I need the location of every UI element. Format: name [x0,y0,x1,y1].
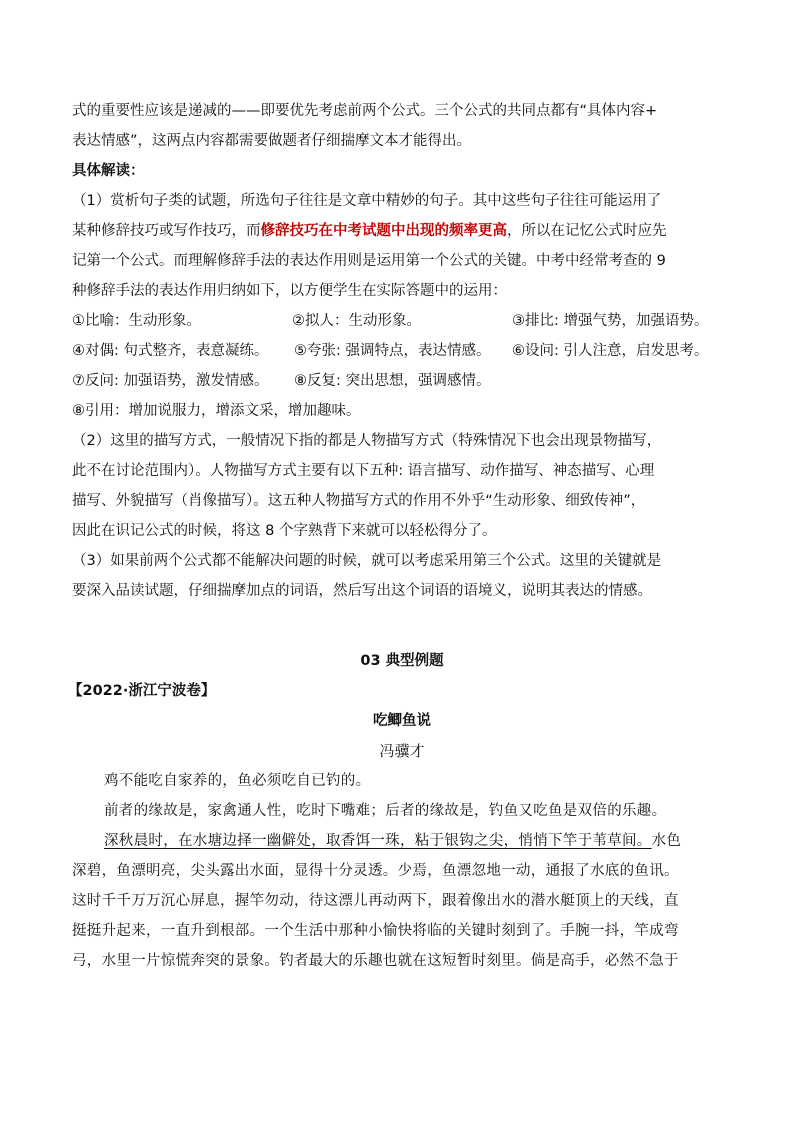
rhetoric-item: ⑤夸张: 强调特点，表达情感。 [294,343,491,359]
underlined-sentence: 深秋晨时，在水塘边择一幽僻处，取香饵一珠，粘于银钩之尖，悄悄下竿于苇草间。 [104,833,652,849]
article-line-6: 挺挺升起来，一直升到根部。一个生活中那种小愉快将临的关键时刻到了。手腕一抖，竿成弯 [72,923,679,939]
p1-line-2 [72,221,732,241]
p1-line-2-end: ，所以在记忆公式时应先 [507,223,667,239]
p1-line-2-start: 某种修辞技巧或写作技巧，而 [72,223,261,239]
rhetoric-row-1 [72,311,732,331]
article-line-3-rest: 水色 [651,833,682,849]
rhetoric-item: ⑥设问: 引人注意，启发思考。 [512,343,709,359]
article-line-3 [104,831,764,851]
p3-line-2: 要深入品读试题，仔细揣摩加点的词语，然后写出这个词语的语境义，说明其表达的情感。 [72,583,652,599]
highlight-text: 修辞技巧在中考试题中出现的频率更高 [260,223,507,239]
p1-line-4: 种修辞手法的表达作用归纳如下，以方便学生在实际答题中的运用： [72,283,507,299]
p2-line-3: 描写、外貌描写（肖像描写）。这五种人物描写方式的作用不外乎“生动形象、细致传神”， [72,493,646,509]
p2-line-4: 因此在识记公式的时候，将这 8 个字熟背下来就可以轻松得分了。 [72,523,497,539]
article-author: 冯骥才 [379,742,425,760]
article-line-7: 弓，水里一片惊慌奔突的景象。钓者最大的乐趣也就在这短暂时刻里。倘是高手，必然不急于 [72,953,679,969]
p3-line-1: （3）如果前两个公式都不能解决问题的时候，就可以考虑采用第三个公式。这里的关键就是 [72,553,662,569]
exam-source: 【2022·浙江宁波卷】 [68,683,216,699]
article-line-2: 前者的缘故是，家禽通人性，吃时下嘴难；后者的缘故是，钓鱼又吃鱼是双倍的乐趣。 [104,803,667,819]
rhetoric-item: ①比喻：生动形象。 [72,313,201,329]
rhetoric-item: ④对偶: 句式整齐，表意凝练。 [72,343,269,359]
rhetoric-row-3 [72,371,732,391]
p2-line-2: 此不在讨论范围内）。人物描写方式主要有以下五种: 语言描写、动作描写、神态描写、心理 [72,463,655,479]
p1-line-3: 记第一个公式。而理解修辞手法的表达作用则是运用第一个公式的关键。中考中经常考查的 9 [72,253,666,269]
article-line-1: 鸡不能吃自家养的，鱼必须吃自已钓的。 [104,773,371,789]
intro-line-2: 表达情感”，这两点内容都需要做题者仔细揣摩文本才能得出。 [72,133,472,149]
example-section-title: 03 典型例题 [360,653,444,669]
rhetoric-row-2 [72,341,732,361]
article-line-5: 这时千千万万沉心屏息，握竿勿动，待这漂儿再动两下，跟着像出水的潜水艇顶上的天线，直 [72,893,679,909]
section-heading: 具体解读： [72,163,145,179]
rhetoric-item: ③排比: 增强气势，加强语势。 [512,313,709,329]
p2-line-1: （2）这里的描写方式，一般情况下指的都是人物描写方式（特殊情况下也会出现景物描写， [72,433,662,449]
rhetoric-item: ②拟人：生动形象。 [292,313,421,329]
rhetoric-item: ⑧反复: 突出思想，强调感情。 [294,373,491,389]
rhetoric-item: ⑦反问: 加强语势，激发情感。 [72,373,269,389]
p1-line-1: （1）赏析句子类的试题，所选句子往往是文章中精妙的句子。其中这些句子往往可能运用了 [72,193,662,209]
intro-line-1: 式的重要性应该是递减的——即要优先考虑前两个公式。三个公式的共同点都有“具体内容+ [72,103,658,119]
article-title: 吃鲫鱼说 [373,713,431,729]
rhetoric-row-4: ⑧引用：增加说服力，增添文采，增加趣味。 [72,403,361,419]
article-line-4: 深碧，鱼漂明亮，尖头露出水面，显得十分灵透。少焉，鱼漂忽地一动，通报了水底的鱼讯。 [72,863,679,879]
